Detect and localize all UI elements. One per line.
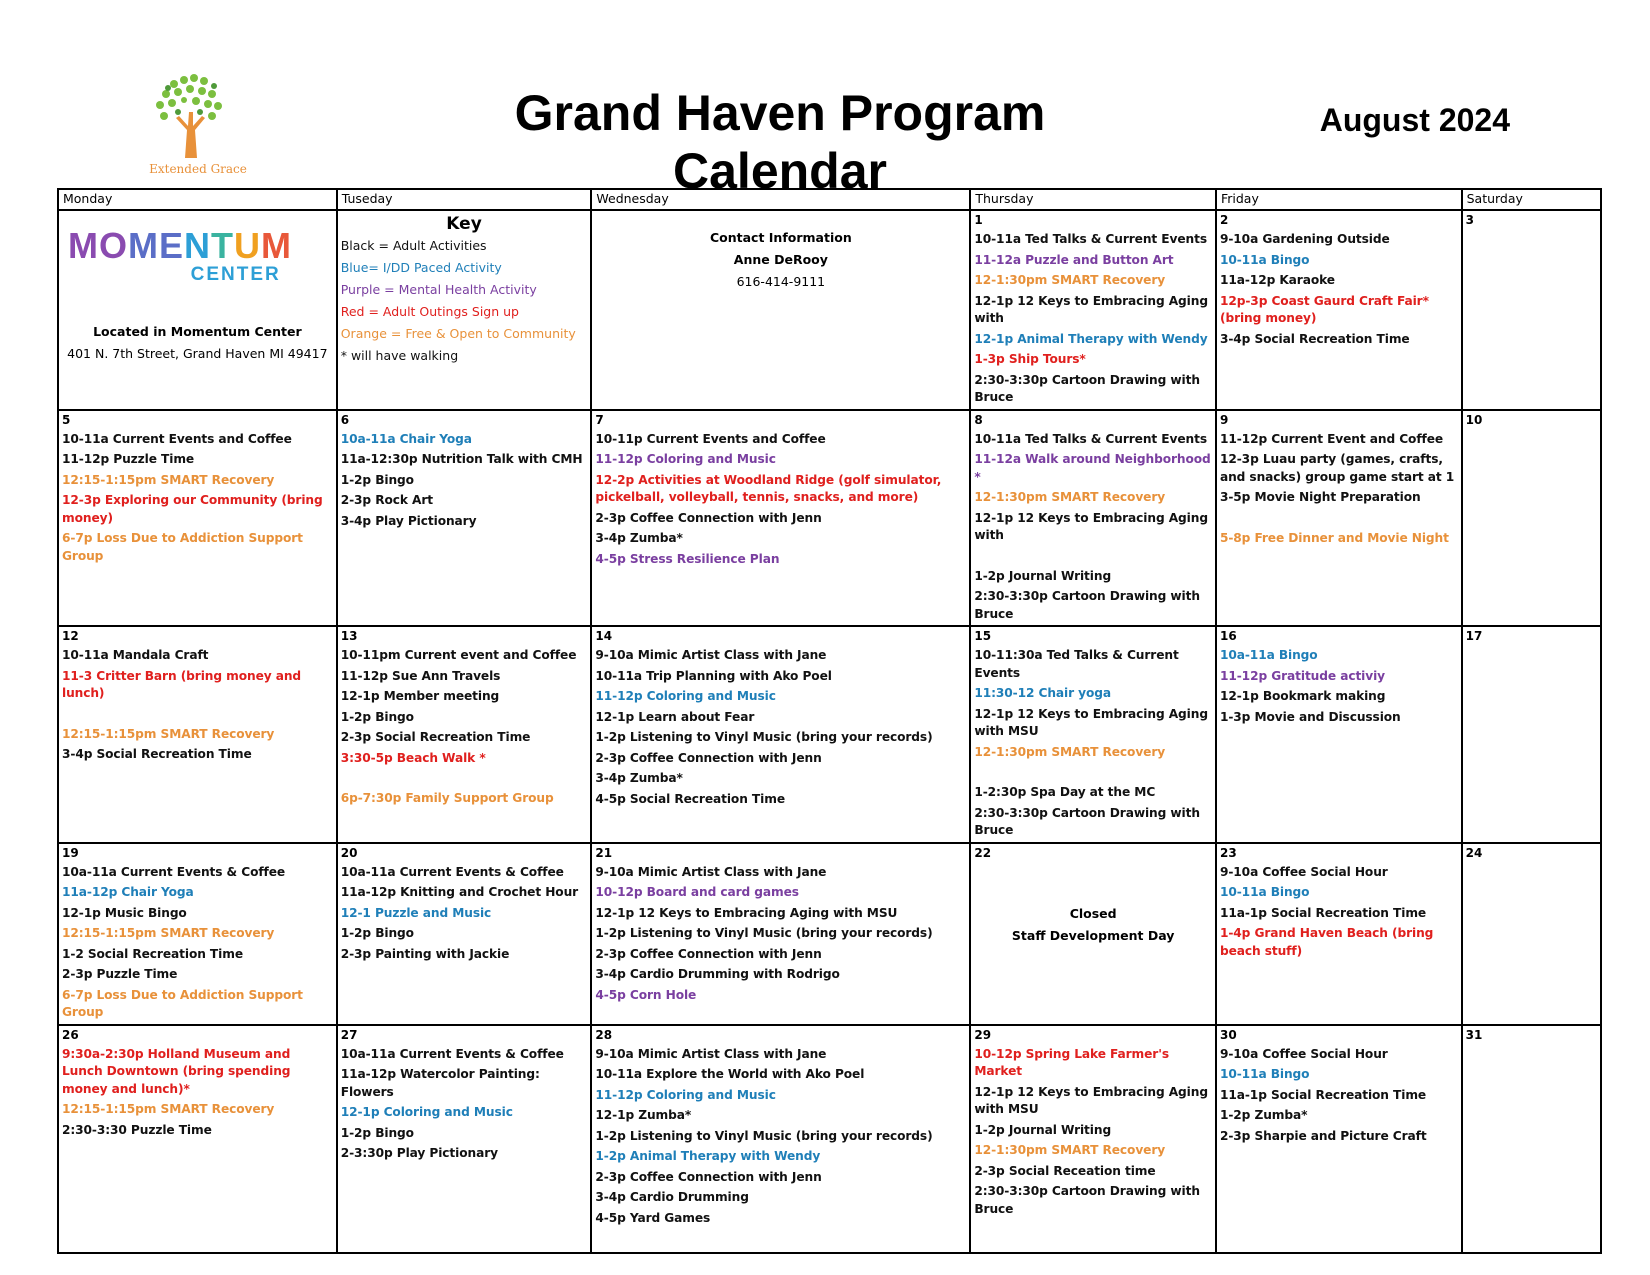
day-cell — [1462, 1025, 1601, 1253]
event-item: 12-1p 12 Keys to Embracing Aging with MSU — [974, 1084, 1208, 1116]
event-item: 4-5p Social Recreation Time — [595, 791, 785, 806]
weekday-header-row — [58, 189, 1601, 210]
day-cell — [1462, 843, 1601, 1025]
day-number: 1 — [974, 213, 983, 227]
day-number: 28 — [595, 1027, 613, 1042]
day-number: 17 — [1465, 629, 1483, 643]
event-item: 5-8p Free Dinner and Movie Night — [1219, 530, 1449, 545]
event-item: 11a-12p Watercolor Painting: Flowers — [340, 1067, 540, 1099]
week-row — [58, 1025, 1601, 1253]
location-title: Located in Momentum Center — [93, 324, 302, 339]
event-item: 10-11a Trip Planning with Ako Poel — [595, 668, 832, 683]
month-label: August 2024 — [1319, 102, 1510, 138]
key-item: Red = Adult Outings Sign up — [340, 304, 519, 319]
event-item: 2:30-3:30p Cartoon Drawing with Bruce — [974, 805, 1200, 837]
day-cell — [58, 410, 337, 627]
event-item: 1-2p Listening to Vinyl Music (bring your records) — [595, 730, 933, 744]
event-item: 1-3p Movie and Discussion — [1219, 709, 1401, 724]
event-item: 12-1p Coloring and Music — [340, 1105, 513, 1119]
event-item: 11:30-12 Chair yoga — [974, 686, 1112, 700]
event-item — [62, 703, 333, 723]
event-item: 11-12a Puzzle and Button Art — [974, 252, 1174, 267]
event-item: 1-2p Bingo — [340, 926, 414, 940]
event-item: 11-12p Current Event and Coffee — [1219, 431, 1444, 446]
event-item: 4-5p Stress Resilience Plan — [595, 551, 780, 566]
event-item: 3-5p Movie Night Preparation — [1219, 490, 1421, 504]
day-cell — [1216, 626, 1462, 843]
momentum-logo-sub: CENTER — [190, 264, 281, 285]
event-item: 4-5p Corn Hole — [595, 987, 697, 1002]
event-item: 2-3p Social Recreation Time — [340, 730, 531, 744]
day-cell — [1216, 843, 1462, 1025]
event-item: 11a-1p Social Recreation Time — [1219, 1087, 1427, 1102]
event-item: 12:15-1:15pm SMART Recovery — [62, 726, 275, 741]
calendar-table — [57, 188, 1602, 1254]
event-item: 11a-12p Knitting and Crochet Hour — [340, 885, 579, 899]
event-item: 12-3p Exploring our Community (bring money) — [62, 493, 323, 525]
event-item: 3-4p Cardio Drumming — [595, 1190, 749, 1204]
weekday-header: Thursday — [970, 189, 1216, 210]
event-item: 10-11a Ted Talks & Current Events — [974, 232, 1207, 246]
event-item: 12-1p Bookmark making — [1219, 689, 1386, 703]
event-item: 2-3p Rock Art — [340, 493, 434, 507]
event-item: 2-3:30p Play Pictionary — [340, 1146, 498, 1160]
contact-phone: 616-414-9111 — [736, 274, 826, 289]
page-title: Grand Haven Program Calendar — [514, 85, 1046, 199]
event-item: 6p-7:30p Family Support Group — [340, 791, 554, 805]
momentum-center-cell — [58, 210, 337, 410]
event-item: 2:30-3:30p Cartoon Drawing with Bruce — [974, 589, 1200, 621]
event-item: 11-12p Puzzle Time — [62, 452, 195, 466]
day-cell — [1216, 1025, 1462, 1253]
event-item: 1-2p Bingo — [340, 1125, 414, 1140]
event-item: 10-11a Explore the World with Ako Poel — [595, 1067, 865, 1081]
day-number: 19 — [62, 845, 79, 860]
day-number: 26 — [62, 1027, 79, 1042]
event-item: 12-1p Animal Therapy with Wendy — [974, 331, 1208, 346]
day-cell — [1216, 210, 1462, 410]
event-item: 12-1p Zumba* — [595, 1108, 692, 1122]
event-item: 12-1p Member meeting — [340, 689, 500, 703]
event-item: 10-11pm Current event and Coffee — [340, 648, 577, 662]
event-item: 1-4p Grand Haven Beach (bring beach stuff) — [1219, 926, 1434, 958]
event-item: 3-4p Cardio Drumming with Rodrigo — [595, 967, 840, 981]
weekday-header: Friday — [1216, 189, 1462, 210]
event-item: 10-11a Bingo — [1219, 252, 1310, 267]
day-number: 24 — [1465, 845, 1483, 860]
location-address: 401 N. 7th Street, Grand Haven MI 49417 — [67, 346, 328, 361]
event-item: 9-10a Mimic Artist Class with Jane — [595, 1046, 827, 1061]
event-item: 10a-11a Bingo — [1219, 648, 1318, 662]
day-number: 27 — [340, 1027, 358, 1042]
event-item: 12:15-1:15pm SMART Recovery — [62, 472, 275, 487]
event-item: 10-11a Bingo — [1219, 885, 1310, 899]
logo-caption: Extended Grace — [149, 162, 247, 176]
day-number: 9 — [1219, 412, 1229, 427]
event-item: 1-2p Zumba* — [1219, 1108, 1308, 1122]
day-cell — [58, 1025, 337, 1253]
momentum-logo-word: MOMENTUM — [68, 225, 293, 266]
momentum-logo — [68, 227, 333, 265]
key-item: Black = Adult Activities — [340, 238, 487, 253]
event-item: 3-4p Social Recreation Time — [1219, 331, 1410, 346]
event-item: 1-2p Journal Writing — [974, 1122, 1112, 1137]
key-title: Key — [446, 214, 482, 234]
event-item: 3-4p Social Recreation Time — [62, 747, 252, 761]
week-row — [58, 626, 1601, 843]
event-item: 10-12p Spring Lake Farmer's Market — [974, 1046, 1170, 1078]
day-number: 23 — [1219, 845, 1237, 860]
event-item: 11a-12p Karaoke — [1219, 273, 1335, 287]
day-cell — [970, 1025, 1216, 1253]
day-cell — [591, 843, 970, 1025]
contact-name: Anne DeRooy — [733, 252, 828, 267]
tree-icon — [138, 72, 258, 162]
event-item: 1-2p Bingo — [340, 709, 414, 724]
day-number: 14 — [595, 629, 613, 643]
day-cell — [337, 843, 592, 1025]
event-item: 9-10a Coffee Social Hour — [1219, 1046, 1388, 1061]
event-item: 1-2p Listening to Vinyl Music (bring your records) — [595, 926, 933, 940]
week-row — [58, 843, 1601, 1025]
day-cell — [1216, 410, 1462, 627]
day-number: 22 — [974, 845, 992, 860]
closed-reason: Staff Development Day — [1011, 927, 1175, 943]
event-item: 2:30-3:30p Cartoon Drawing with Bruce — [974, 372, 1200, 404]
event-item: 12-1:30pm SMART Recovery — [974, 490, 1166, 504]
event-item: 10-11a Current Events and Coffee — [62, 431, 292, 446]
day-number: 15 — [974, 629, 992, 643]
event-item: 1-2:30p Spa Day at the MC — [974, 785, 1156, 799]
event-item: 12-1p 12 Keys to Embracing Aging with MSU — [974, 706, 1208, 738]
event-item — [974, 545, 1212, 565]
event-item: 1-2p Journal Writing — [974, 568, 1112, 583]
event-item: 10-11a Ted Talks & Current Events — [974, 431, 1207, 446]
weekday-header: Saturday — [1462, 189, 1601, 210]
key-item: Blue= I/DD Paced Activity — [340, 260, 502, 275]
event-item: 9:30a-2:30p Holland Museum and Lunch Downtown (bring spending money and lunch)* — [62, 1046, 291, 1096]
day-number: 3 — [1465, 213, 1474, 227]
event-item: 12p-3p Coast Gaurd Craft Fair* (bring money) — [1219, 293, 1429, 325]
event-item: 12-2p Activities at Woodland Ridge (golf simulator, pickelball, volleyball, tennis, snacks, and more) — [595, 472, 942, 504]
day-number: 12 — [62, 629, 79, 643]
week-row — [58, 210, 1601, 410]
key-item: Purple = Mental Health Activity — [340, 282, 537, 297]
event-item — [341, 767, 588, 787]
day-cell — [337, 1025, 592, 1253]
event-item: 11-12p Coloring and Music — [595, 452, 776, 466]
contact-cell — [591, 210, 970, 410]
event-item: 11-12a Walk around Neighborhood * — [974, 452, 1211, 484]
event-item — [1220, 507, 1458, 527]
event-item: 1-3p Ship Tours* — [974, 352, 1086, 366]
event-item: 11-12p Coloring and Music — [595, 1087, 776, 1102]
event-item: 6-7p Loss Due to Addiction Support Group — [62, 531, 303, 563]
event-item: 2-3p Sharpie and Picture Craft — [1219, 1128, 1427, 1143]
day-number: 5 — [62, 412, 71, 427]
event-item: 2-3p Coffee Connection with Jenn — [595, 510, 822, 525]
key-item: Orange = Free & Open to Community — [340, 326, 576, 341]
event-item: 2-3p Coffee Connection with Jenn — [595, 946, 822, 961]
day-cell — [1462, 410, 1601, 627]
closed-label: Closed — [1069, 905, 1117, 921]
day-cell — [970, 626, 1216, 843]
event-item: 6-7p Loss Due to Addiction Support Group — [62, 987, 303, 1019]
event-item: 10-11a Mandala Craft — [62, 648, 209, 662]
day-cell — [591, 1025, 970, 1253]
day-cell — [591, 626, 970, 843]
event-item: 1-2p Animal Therapy with Wendy — [595, 1149, 821, 1163]
event-item: 3:30-5p Beach Walk * — [340, 750, 486, 765]
event-item: 4-5p Yard Games — [595, 1210, 711, 1225]
day-cell — [58, 626, 337, 843]
event-item: 11-3 Critter Barn (bring money and lunch) — [62, 668, 302, 700]
event-item: 9-10a Gardening Outside — [1219, 232, 1390, 246]
event-item: 11-12p Sue Ann Travels — [340, 668, 501, 683]
event-item: 10a-11a Current Events & Coffee — [340, 864, 564, 879]
event-item: 3-4p Zumba* — [595, 531, 683, 545]
event-item: 2:30-3:30 Puzzle Time — [62, 1122, 212, 1137]
day-cell — [337, 410, 592, 627]
event-item: 2:30-3:30p Cartoon Drawing with Bruce — [974, 1184, 1200, 1216]
event-item: 2-3p Painting with Jackie — [340, 946, 510, 961]
extended-grace-logo — [138, 72, 258, 180]
day-number: 31 — [1465, 1027, 1483, 1042]
event-item: 10-11a Bingo — [1219, 1067, 1310, 1081]
event-item: 2-3p Coffee Connection with Jenn — [595, 750, 822, 765]
day-cell — [337, 626, 592, 843]
week-row — [58, 410, 1601, 627]
day-number: 10 — [1465, 412, 1483, 427]
day-number: 8 — [974, 412, 983, 427]
event-item: 2-3p Coffee Connection with Jenn — [595, 1169, 822, 1184]
event-item: 10-11p Current Events and Coffee — [595, 431, 826, 446]
event-item: 11a-1p Social Recreation Time — [1219, 905, 1427, 920]
event-item: 9-10a Mimic Artist Class with Jane — [595, 864, 827, 879]
event-item: 12-1p Learn about Fear — [595, 709, 755, 724]
event-item: 1-2p Listening to Vinyl Music (bring your records) — [595, 1128, 933, 1143]
event-item: 10-11:30a Ted Talks & Current Events — [974, 648, 1179, 680]
event-item: 1-2 Social Recreation Time — [62, 946, 243, 961]
event-item: 12-1 Puzzle and Music — [340, 905, 492, 920]
event-item: 2-3p Social Receation time — [974, 1163, 1156, 1178]
event-item: 3-4p Zumba* — [595, 771, 683, 785]
event-item: 9-10a Mimic Artist Class with Jane — [595, 648, 827, 662]
event-item: 12-1p 12 Keys to Embracing Aging with MSU — [595, 905, 898, 920]
event-item: 12-1p 12 Keys to Embracing Aging with — [974, 293, 1208, 325]
event-item: 12-3p Luau party (games, crafts, and snacks) group game start at 1 — [1219, 452, 1455, 484]
event-item: 11a-12:30p Nutrition Talk with CMH — [340, 452, 583, 466]
event-item: 10a-11a Current Events & Coffee — [340, 1046, 564, 1061]
weekday-header: Monday — [58, 189, 337, 210]
day-cell — [970, 843, 1216, 1025]
event-item: 1-2p Bingo — [340, 472, 414, 487]
day-number: 30 — [1219, 1027, 1237, 1042]
day-number: 16 — [1219, 629, 1237, 643]
key-cell — [337, 210, 592, 410]
key-list — [341, 235, 588, 367]
event-item: 11-12p Gratitude activiy — [1219, 668, 1386, 683]
event-item: 12-1:30pm SMART Recovery — [974, 1143, 1166, 1157]
event-item: 2-3p Puzzle Time — [62, 967, 178, 981]
day-cell — [1462, 626, 1601, 843]
event-item: 12-1p 12 Keys to Embracing Aging with — [974, 510, 1208, 542]
event-item — [974, 761, 1212, 781]
event-item: 12-1:30pm SMART Recovery — [974, 273, 1166, 287]
event-item: 12-1p Music Bingo — [62, 905, 187, 920]
event-item: 11a-12p Chair Yoga — [62, 885, 194, 899]
event-item: 10a-11a Chair Yoga — [340, 431, 472, 446]
day-number: 20 — [340, 845, 358, 860]
weekday-header: Tuseday — [337, 189, 592, 210]
weekday-header: Wednesday — [591, 189, 970, 210]
day-number: 6 — [340, 412, 350, 427]
event-item: 12:15-1:15pm SMART Recovery — [62, 1102, 275, 1116]
day-cell — [591, 410, 970, 627]
event-item: 12-1:30pm SMART Recovery — [974, 744, 1166, 759]
day-number: 29 — [974, 1027, 992, 1042]
event-item: 10-12p Board and card games — [595, 885, 799, 899]
day-cell — [970, 210, 1216, 410]
event-item: 11-12p Coloring and Music — [595, 689, 776, 703]
day-cell — [970, 410, 1216, 627]
event-item: 10a-11a Current Events & Coffee — [62, 864, 286, 879]
day-number: 2 — [1219, 213, 1229, 227]
event-item: 3-4p Play Pictionary — [340, 513, 477, 528]
day-number: 13 — [340, 629, 358, 643]
contact-heading: Contact Information — [709, 230, 852, 245]
day-number: 7 — [595, 412, 604, 427]
event-item: 12:15-1:15pm SMART Recovery — [62, 926, 275, 940]
event-item: 9-10a Coffee Social Hour — [1219, 864, 1388, 879]
day-cell — [1462, 210, 1601, 410]
key-item: * will have walking — [340, 348, 459, 363]
day-cell — [58, 843, 337, 1025]
day-number: 21 — [595, 845, 613, 860]
